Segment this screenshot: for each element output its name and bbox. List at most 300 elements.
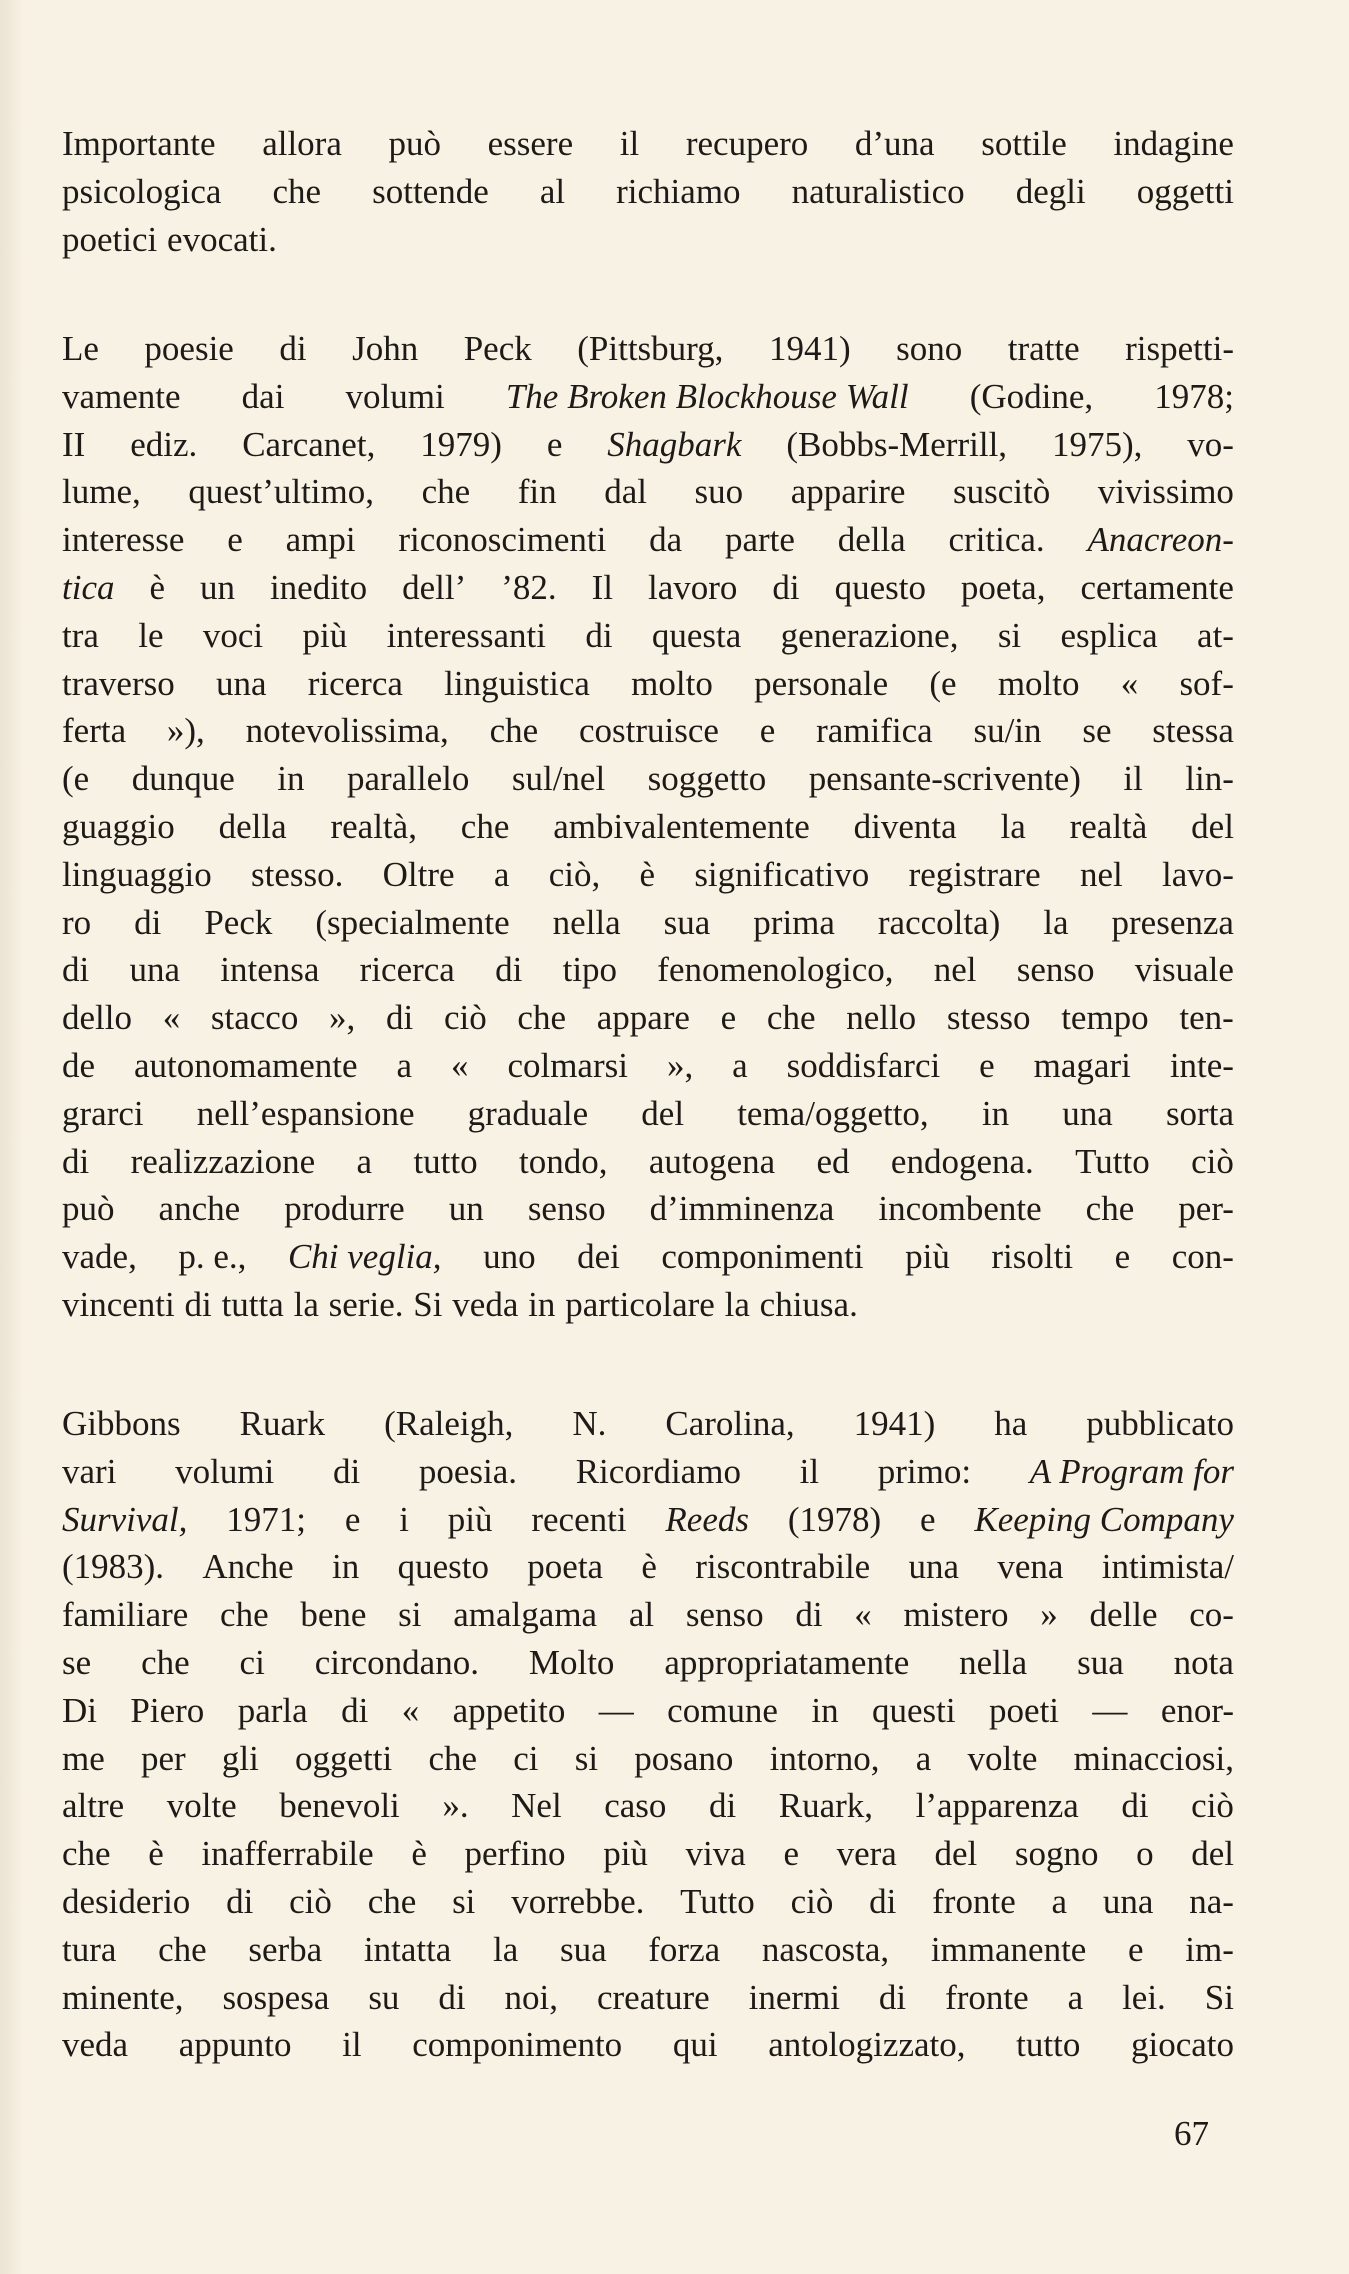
word: produrre [284,1189,405,1229]
word: Si [1204,1977,1234,2017]
word: (specialmente [315,902,510,942]
word: tutto [413,1141,478,1181]
word: un [199,567,235,607]
word: immanente [930,1929,1087,1969]
word: posano [634,1738,734,1778]
word: componimento [412,2025,623,2065]
word: ciò [443,998,487,1038]
word: Reeds [665,1499,749,1539]
word: lavoro [647,567,738,607]
word: nella [552,902,621,942]
word: per- [1178,1189,1234,1229]
word: del [641,1093,685,1133]
word: che [1085,1189,1135,1229]
text-line [62,1591,1234,1639]
word: « [1120,663,1139,703]
word: ciò [1191,1786,1234,1826]
word: « [451,1045,469,1085]
word: del [1191,806,1234,846]
word: registrare [908,854,1041,894]
text-line [62,1138,1234,1186]
word: parla [237,1690,308,1730]
word: ferta [62,711,127,751]
text-line [62,564,1234,612]
word: N. [572,1404,607,1443]
paragraph-john-peck [62,325,1234,1329]
word: si [452,1881,476,1921]
text-line [62,1042,1234,1090]
word: Survival, [62,1499,188,1539]
word: molto [631,663,713,703]
word: ediz. [130,424,198,464]
word: appropriatamente [664,1642,910,1682]
word: inte- [1169,1045,1234,1085]
word: sogno [1014,1834,1099,1874]
word: 1941) [768,329,851,368]
word: tratte [1007,329,1080,368]
word: di [438,1977,466,2017]
word: questo [834,567,926,607]
word: che [421,472,471,512]
word: sul/nel [511,759,606,799]
word: sua [663,902,711,942]
word: intatta [363,1929,452,1969]
word: tempo [1061,998,1149,1038]
word: di [795,1595,823,1635]
word: che [428,1738,478,1778]
word: 1979) [420,424,502,464]
word: poetici [62,219,158,259]
word: che [220,1595,269,1635]
word: 1971; [226,1499,306,1539]
word: tema/oggetto, [737,1093,929,1133]
word: lin- [1185,759,1234,799]
word: interessanti [386,615,546,655]
word: ’82. [501,567,557,607]
word: una [1062,1093,1113,1133]
word: traverso [62,663,175,703]
word: vincenti [62,1284,175,1324]
word: (Bobbs-Merrill, [786,424,1008,464]
word: psicologica [62,171,222,211]
word: al [628,1595,655,1635]
word: si [574,1738,599,1778]
word: », [329,998,356,1038]
word: fenomenologico, [657,950,894,990]
word: nel [1079,854,1123,894]
word: ed [816,1141,850,1181]
word: — [598,1690,634,1730]
word: » [1040,1595,1058,1635]
word: ampi [285,520,356,560]
word: primo: [877,1451,972,1491]
word: at- [1197,615,1234,655]
word: « [854,1595,872,1635]
word: della [837,520,906,560]
word: The Broken Blockhouse Wall [505,376,909,416]
word: più [447,1499,493,1539]
word: desiderio [62,1881,191,1921]
text-line [62,946,1234,994]
word: dunque [131,759,235,799]
word: autogena [648,1141,776,1181]
word: sua [559,1929,607,1969]
word: Chi veglia, [287,1237,442,1277]
word: mistero [903,1595,1009,1635]
word: è [411,1834,427,1874]
word: serie. [328,1284,404,1324]
word: e [1128,1929,1144,1969]
word: nel [933,950,977,990]
word: e [759,711,776,751]
word: il [1123,759,1143,799]
word: di [332,1451,361,1491]
word: più [905,1237,950,1277]
word: Anche [202,1547,294,1587]
word: Keeping Company [974,1499,1234,1539]
word: sof- [1179,663,1234,703]
word: a [1067,1977,1084,2017]
text-line [62,325,1234,373]
word: in [528,1284,556,1324]
word: se [1082,711,1112,751]
text-line [62,421,1234,469]
text-line [62,1830,1234,1878]
word: Tutto [680,1881,755,1921]
word: volte [166,1786,237,1826]
word: nota [1173,1642,1234,1682]
word: 1975), [1051,424,1143,464]
word: prima [753,902,835,942]
word: visuale [1134,950,1234,990]
word: interesse [62,520,185,560]
word: nella [959,1642,1028,1682]
word: ci [513,1738,539,1778]
word: essere [487,124,574,163]
word: Si [413,1284,443,1324]
word: suscitò [952,472,1051,512]
word: che [517,998,566,1038]
text-line [62,899,1234,947]
word: tica [62,567,115,607]
word: co- [1189,1595,1234,1635]
text-line [62,1281,1234,1329]
word: intensa [220,950,320,990]
word: a [1051,1881,1068,1921]
word: la [1000,806,1026,846]
word: uno [483,1237,536,1277]
word: », [666,1045,694,1085]
word: dello [62,998,132,1038]
word: una [1102,1881,1154,1921]
word: risolti [991,1237,1074,1277]
word: oggetti [295,1738,393,1778]
word: poeta, [960,567,1046,607]
word: questi [872,1690,956,1730]
word: che [489,711,539,751]
word: guaggio [62,806,175,846]
word: di [495,950,523,990]
word: Oltre [382,854,455,894]
word: se [62,1642,92,1682]
word: ciò, [548,854,601,894]
word: volumi [345,376,445,416]
word: di [62,1141,90,1181]
word: di [585,615,613,655]
word: lei. [1122,1977,1166,2017]
word: questa [651,615,742,655]
word: pensante-scrivente) [808,759,1081,799]
word: e [720,998,737,1038]
word: nascosta, [761,1929,890,1969]
word: il [799,1451,820,1491]
word: stesso. [251,854,344,894]
word: fronte [932,1881,1016,1921]
text-line [62,1687,1234,1735]
word: questo [397,1547,489,1587]
text-line [62,168,1234,216]
word: degli [1015,171,1086,211]
word: anche [158,1189,241,1229]
word: vade, [62,1237,137,1277]
word: minacciosi, [1073,1738,1234,1778]
word: forza [648,1929,721,1969]
text-line [62,660,1234,708]
word: inafferrabile [201,1834,374,1874]
word: in [981,1093,1010,1133]
word: che [158,1929,207,1969]
word: (1978) [787,1499,882,1539]
paragraph-intro [62,120,1234,263]
word: il [342,2025,362,2065]
word: la [293,1284,319,1324]
word: viva [685,1834,746,1874]
word: (1983). [62,1547,165,1587]
word: soddisfarci [786,1045,941,1085]
word: recupero [685,124,809,163]
word: poeta [527,1547,604,1587]
word: poeti [989,1690,1060,1730]
word: tipo [562,950,618,990]
word: tra [62,615,99,655]
word: p. e., [178,1237,247,1277]
word: di [869,1881,897,1921]
word: certamente [1080,567,1234,607]
text-line [62,1639,1234,1687]
word: bene [300,1595,367,1635]
page-number: 67 [1174,2114,1209,2153]
word: Ricordiamo [575,1451,741,1491]
word: Importante [62,124,216,163]
word: senso [527,1189,606,1229]
word: Piero [130,1690,205,1730]
word: caso [604,1786,667,1826]
text-line [62,1233,1234,1281]
word: a [356,1141,373,1181]
word: dell’ [402,567,467,607]
text-line [62,216,1234,264]
word: di [62,950,90,990]
word: raccolta) [877,902,1001,942]
word: d’una [854,124,935,163]
word: Ruark, [778,1786,874,1826]
word: riscontrabile [695,1547,871,1587]
word: chiusa. [759,1284,858,1324]
word: la [493,1929,519,1969]
word: appunto [178,2025,292,2065]
word: tondo, [518,1141,608,1181]
word: del [934,1834,978,1874]
word: dei [577,1237,620,1277]
word: una [908,1547,960,1587]
word: (e [929,663,957,703]
word: suo [694,472,744,512]
word: 1978; [1154,376,1234,416]
word: »), [166,711,205,751]
word: — [1092,1690,1128,1730]
word: da [649,520,683,560]
word: della [218,806,287,846]
word: recenti [531,1499,627,1539]
word: A Program for [1029,1451,1234,1491]
word: vamente [62,376,181,416]
word: vari [62,1451,117,1491]
word: altre [62,1786,125,1826]
word: e [920,1499,936,1539]
word: appare [596,998,690,1038]
paragraph-gibbons-ruark [62,1400,1234,2069]
text-line [62,1974,1234,2022]
word: Le [62,329,99,368]
word: è [148,1834,164,1874]
word: una [129,950,181,990]
word: presenza [1111,902,1234,942]
word: ten- [1179,998,1234,1038]
word: personale [754,663,889,703]
word: sottende [372,171,489,211]
word: linguaggio [62,854,212,894]
word: Di [62,1690,97,1730]
word: intimista/ [1101,1547,1234,1587]
word: sorta [1165,1093,1234,1133]
word: vera [836,1834,897,1874]
word: si [997,615,1022,655]
word: a [732,1045,748,1085]
word: al [539,171,566,211]
text-line [62,612,1234,660]
word: di [878,1977,907,2017]
text-line [62,120,1234,168]
word: volte [967,1738,1038,1778]
text-line [62,1735,1234,1783]
word: realizzazione [130,1141,316,1181]
text-line [62,1496,1234,1544]
word: le [138,615,164,655]
word: più [302,615,348,655]
word: ricerca [307,663,403,703]
text-line [62,803,1234,851]
word: di [279,329,307,368]
word: particolare [565,1284,715,1324]
word: Nel [511,1786,562,1826]
word: volumi [175,1451,275,1491]
word: realtà [1069,806,1148,846]
text-line [62,994,1234,1042]
word: che [141,1642,190,1682]
word: ci [239,1642,265,1682]
word: di [708,1786,737,1826]
word: antologizzato, [768,2025,966,2065]
word: na- [1189,1881,1234,1921]
text-line [62,1090,1234,1138]
word: e [344,1499,361,1539]
word: che [367,1881,417,1921]
word: può [62,1189,115,1229]
word: linguistica [444,663,590,703]
word: di [341,1690,369,1730]
word: benevoli [279,1786,400,1826]
word: d’imminenza [649,1189,835,1229]
word: ricerca [359,950,455,990]
word: rispetti- [1125,329,1234,368]
word: (Godine, [969,376,1094,416]
word: sospesa [222,1977,330,2017]
word: più [603,1834,648,1874]
word: (e [62,759,90,799]
text-line [62,1878,1234,1926]
word: comune [667,1690,778,1730]
word: del [1191,1834,1234,1874]
word: serba [248,1929,323,1969]
word: noi, [504,1977,559,2017]
word: realtà, [330,806,417,846]
word: e [227,520,243,560]
word: nell’espansione [196,1093,415,1133]
text-line [62,1543,1234,1591]
word: sono [896,329,963,368]
word: tura [62,1929,117,1969]
word: senso [1016,950,1095,990]
word: nello [846,998,917,1038]
word: qui [672,2025,718,2065]
word: di [386,998,414,1038]
word: poesia. [418,1451,518,1491]
word: delle [1089,1595,1158,1635]
word: ramifica [816,711,933,751]
word: (Pittsburg, [577,329,724,368]
word: ro [62,902,92,942]
word: allora [262,124,342,163]
word: me [62,1738,105,1778]
word: ambivalentemente [553,806,810,846]
word: John [352,329,419,368]
word: è [641,1547,657,1587]
word: voci [202,615,264,655]
word: generazione, [780,615,959,655]
word: che [460,806,510,846]
word: sottile [981,124,1067,163]
word: intorno, [769,1738,880,1778]
word: grarci [62,1093,144,1133]
word: a [396,1045,413,1085]
word: 1941) [853,1404,936,1443]
word: in [332,1547,360,1587]
word: pubblicato [1086,1404,1234,1443]
word: ciò [1191,1141,1234,1181]
word: enor- [1160,1690,1234,1730]
word: soggetto [647,759,767,799]
word: lavo- [1162,854,1234,894]
